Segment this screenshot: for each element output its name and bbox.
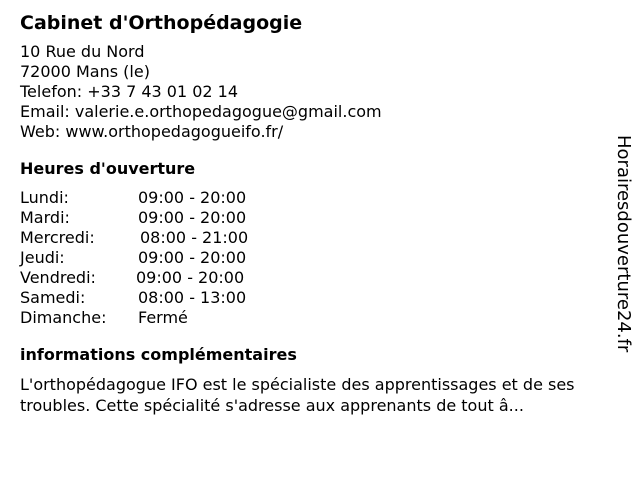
day-label: Samedi:	[20, 288, 86, 307]
hours-value: 09:00 - 20:00	[138, 188, 247, 207]
hours-value: 08:00 - 13:00	[138, 288, 247, 307]
hours-row-saturday	[20, 288, 600, 308]
day-label: Mercredi:	[20, 228, 95, 247]
phone-number: Telefon: +33 7 43 01 02 14	[20, 82, 239, 101]
day-label: Vendredi:	[20, 268, 96, 287]
additional-info-heading: informations complémentaires	[20, 345, 297, 364]
day-label: Lundi:	[20, 188, 69, 207]
hours-value: 09:00 - 20:00	[138, 248, 247, 267]
hours-value: 08:00 - 21:00	[140, 228, 249, 247]
hours-row-friday	[20, 268, 600, 288]
address-city: 72000 Mans (le)	[20, 62, 150, 81]
website-url: Web: www.orthopedagogueifo.fr/	[20, 122, 284, 141]
hours-row-monday	[20, 188, 600, 208]
day-label: Mardi:	[20, 208, 70, 227]
business-name: Cabinet d'Orthopédagogie	[20, 12, 303, 34]
hours-row-sunday	[20, 308, 600, 328]
address-street: 10 Rue du Nord	[20, 42, 145, 61]
email-address: Email: valerie.e.orthopedagogue@gmail.com	[20, 102, 382, 121]
day-label: Jeudi:	[20, 248, 65, 267]
hours-value: 09:00 - 20:00	[138, 208, 247, 227]
hours-row-wednesday	[20, 228, 600, 248]
hours-value: Fermé	[138, 308, 188, 327]
hours-row-thursday	[20, 248, 600, 268]
hours-value: 09:00 - 20:00	[136, 268, 245, 287]
opening-hours-table	[20, 188, 600, 328]
hours-row-tuesday	[20, 208, 600, 228]
business-card	[20, 10, 600, 416]
day-label: Dimanche:	[20, 308, 107, 327]
opening-hours-heading: Heures d'ouverture	[20, 159, 196, 178]
additional-info-text: L'orthopédagogue IFO est le spécialiste des apprentissages et de ses troubles. Cette spécialité s'adresse aux apprenants de tout â...	[20, 375, 575, 415]
site-watermark: Horairesdouverture24.fr	[613, 135, 634, 353]
